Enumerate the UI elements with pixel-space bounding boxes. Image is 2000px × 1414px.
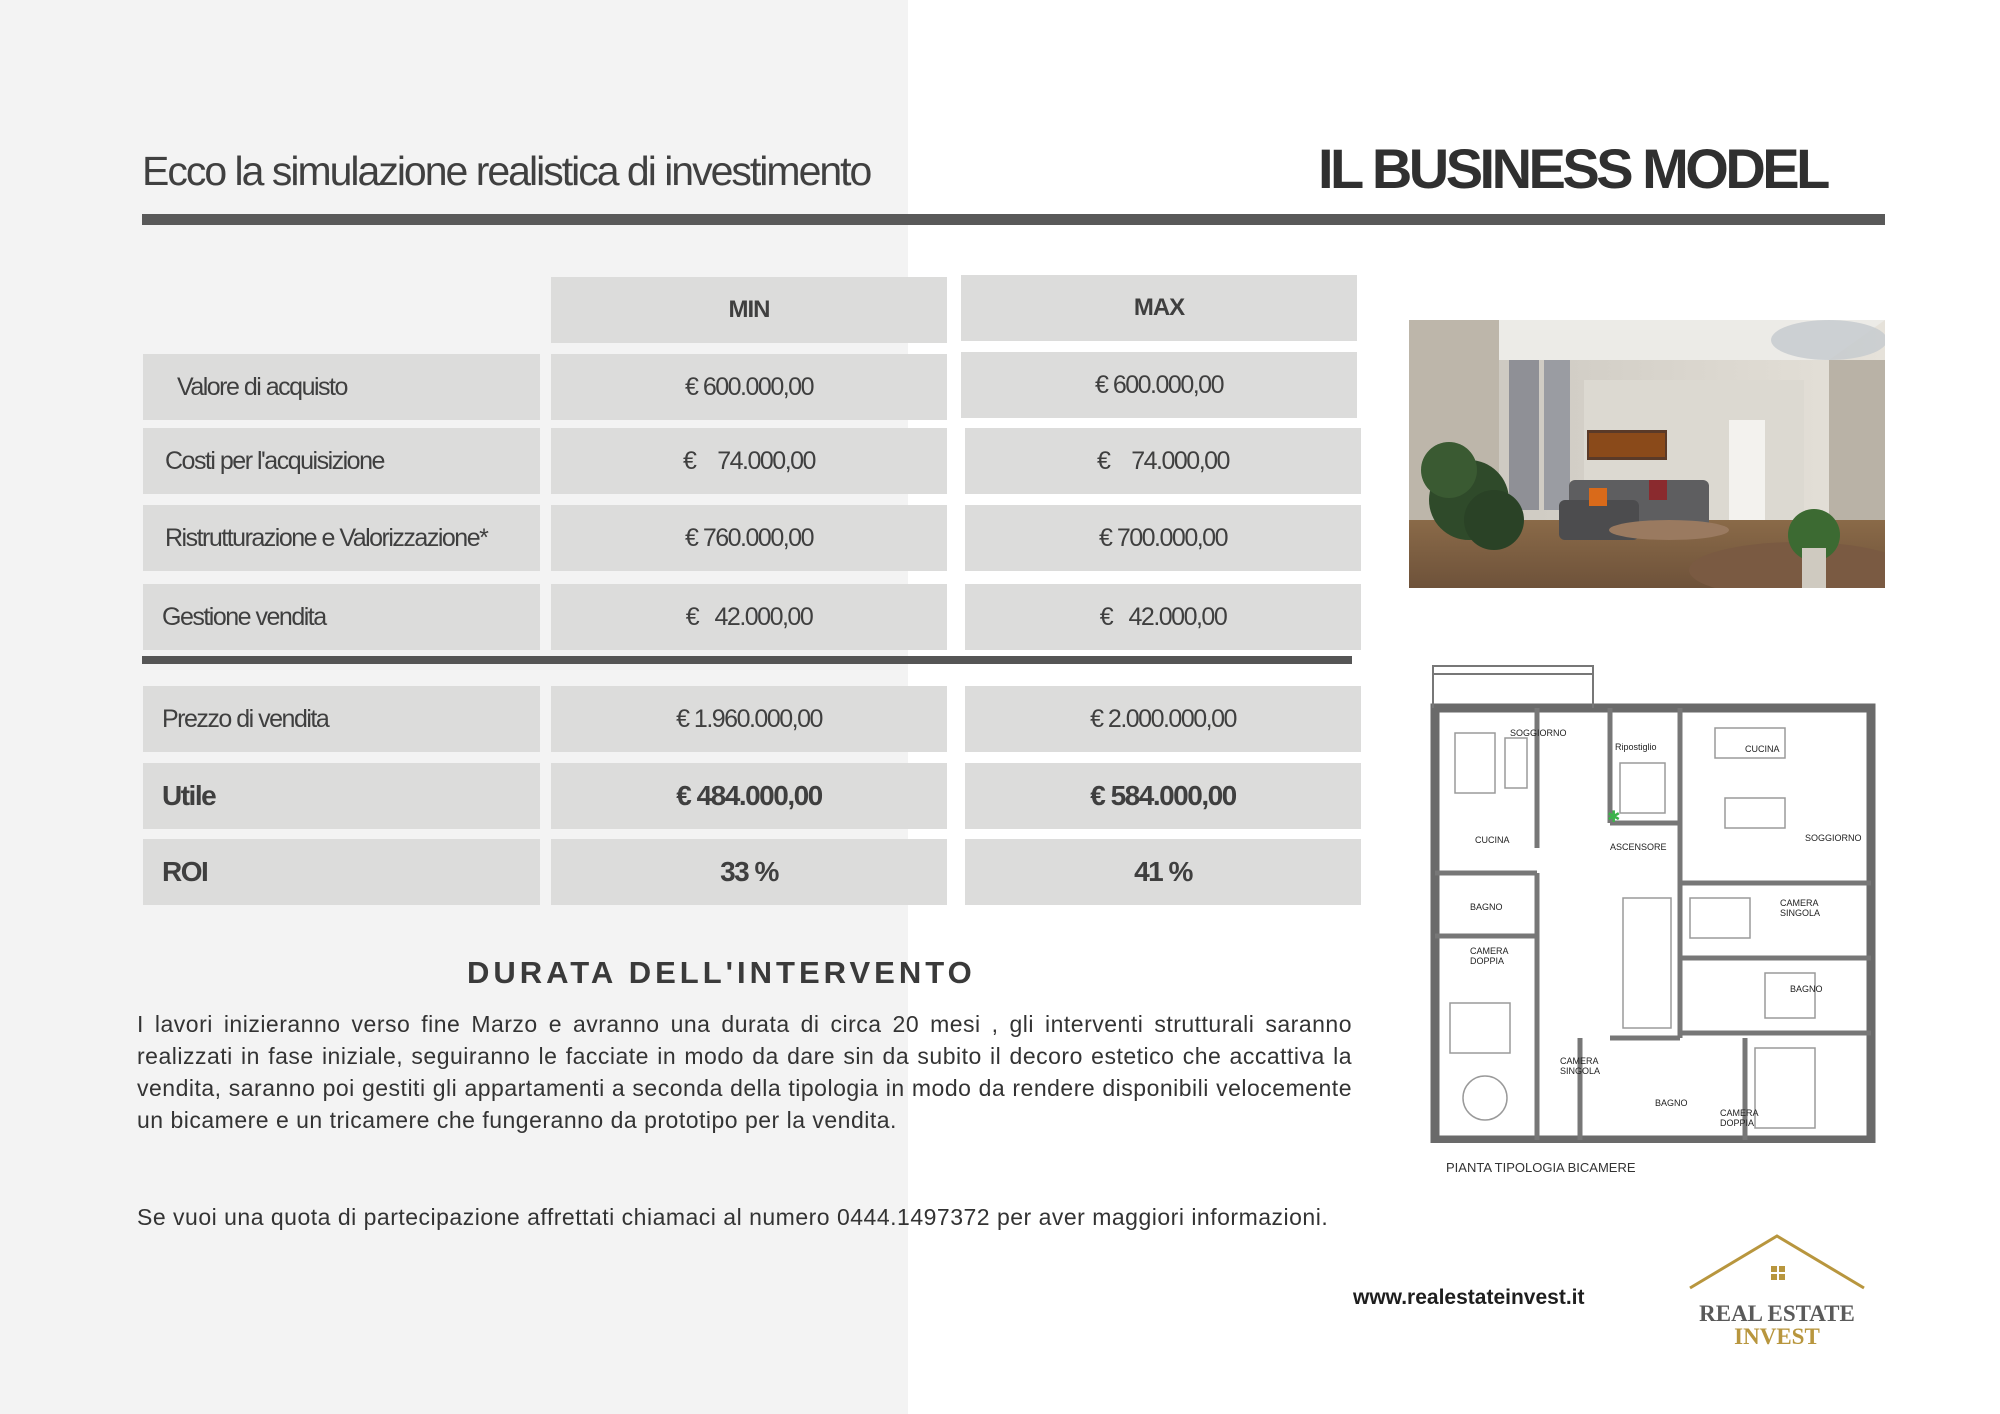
cell-max-valore-acquisto: € 600.000,00 — [961, 352, 1357, 418]
row-label-costi-acquisizione: Costi per l'acquisizione — [143, 428, 540, 494]
column-header-min: MIN — [551, 277, 947, 343]
cell-max-costi-acquisizione: € 74.000,00 — [965, 428, 1361, 494]
floor-plan-caption: PIANTA TIPOLOGIA BICAMERE — [1446, 1160, 1636, 1175]
cell-max-roi: 41 % — [965, 839, 1361, 905]
cell-min-roi: 33 % — [551, 839, 947, 905]
plan-label-camera-singola-right: CAMERA — [1780, 898, 1819, 908]
paragraph-durata: I lavori inizieranno verso fine Marzo e avranno una durata di circa 20 mesi , gli interventi strutturali saranno realizzati in fase iniziale, seguiranno le facciate in modo da dare sin da subito il decoro estetico che accattiva la vendita, saranno poi gestiti gli appartamenti a seconda della tipologia in modo da rendere disponibili velocemente un bicamere e un tricamere che fungeranno da prototipo per la vendita. — [137, 1011, 1352, 1133]
plan-label-camera-singola-mid: CAMERA — [1560, 1056, 1599, 1066]
paragraph-contatto: Se vuoi una quota di partecipazione affrettati chiamaci al numero 0444.1497372 per aver maggiori informazioni. — [137, 1204, 1329, 1230]
plan-label-bagno-mid: BAGNO — [1655, 1098, 1688, 1108]
row-label-utile: Utile — [143, 763, 540, 829]
cell-min-ristrutturazione: € 760.000,00 — [551, 505, 947, 571]
cell-min-utile: € 484.000,00 — [551, 763, 947, 829]
plan-label-camera-singola-right-2: SINGOLA — [1780, 908, 1821, 918]
interior-render-image — [1409, 320, 1885, 588]
cell-min-prezzo-vendita: € 1.960.000,00 — [551, 686, 947, 752]
plan-label-ripostiglio: Ripostiglio — [1615, 742, 1657, 752]
row-label-ristrutturazione: Ristrutturazione e Valorizzazione* — [143, 505, 540, 571]
logo-text-invest: INVEST — [1734, 1324, 1820, 1349]
cell-min-costi-acquisizione: € 74.000,00 — [551, 428, 947, 494]
header-divider — [142, 214, 1885, 225]
cell-min-valore-acquisto: € 600.000,00 — [551, 354, 947, 420]
row-label-prezzo-vendita: Prezzo di vendita — [143, 686, 540, 752]
row-label-valore-acquisto: Valore di acquisto — [143, 354, 540, 420]
column-header-max: MAX — [961, 275, 1357, 341]
plan-label-camera-doppia-left: CAMERA — [1470, 946, 1509, 956]
floor-plan-image — [1425, 658, 1885, 1143]
page-subtitle: Ecco la simulazione realistica di investimento — [142, 148, 871, 194]
plan-label-camera-doppia-right-2: DOPPIA — [1720, 1118, 1755, 1128]
house-roof-icon — [1686, 1228, 1868, 1300]
cell-min-gestione-vendita: € 42.000,00 — [551, 584, 947, 650]
row-label-roi: ROI — [143, 839, 540, 905]
cell-max-ristrutturazione: € 700.000,00 — [965, 505, 1361, 571]
cell-max-gestione-vendita: € 42.000,00 — [965, 584, 1361, 650]
company-logo — [1686, 1228, 1868, 1348]
plan-label-camera-singola-mid-2: SINGOLA — [1560, 1066, 1601, 1076]
table-divider — [142, 656, 1352, 664]
plan-label-soggiorno: SOGGIORNO — [1510, 728, 1567, 738]
plan-marker-icon: ✱ — [1607, 809, 1621, 826]
plan-label-ascensore: ASCENSORE — [1610, 842, 1667, 852]
page-title: IL BUSINESS MODEL — [1318, 137, 1827, 200]
cell-max-utile: € 584.000,00 — [965, 763, 1361, 829]
plan-label-bagno-right: BAGNO — [1790, 984, 1823, 994]
plan-label-cucina-left: CUCINA — [1475, 835, 1510, 845]
plan-label-bagno-left: BAGNO — [1470, 902, 1503, 912]
plan-label-camera-doppia-left-2: DOPPIA — [1470, 956, 1505, 966]
website-link[interactable]: www.realestateinvest.it — [1353, 1286, 1585, 1309]
plan-label-soggiorno-right: SOGGIORNO — [1805, 833, 1862, 843]
plan-label-camera-doppia-right: CAMERA — [1720, 1108, 1759, 1118]
logo-text-real-estate: REAL ESTATE — [1699, 1301, 1855, 1326]
cell-max-prezzo-vendita: € 2.000.000,00 — [965, 686, 1361, 752]
section-heading-durata: DURATA DELL'INTERVENTO — [467, 955, 976, 990]
plan-label-cucina-right: CUCINA — [1745, 744, 1780, 754]
row-label-gestione-vendita: Gestione vendita — [143, 584, 540, 650]
